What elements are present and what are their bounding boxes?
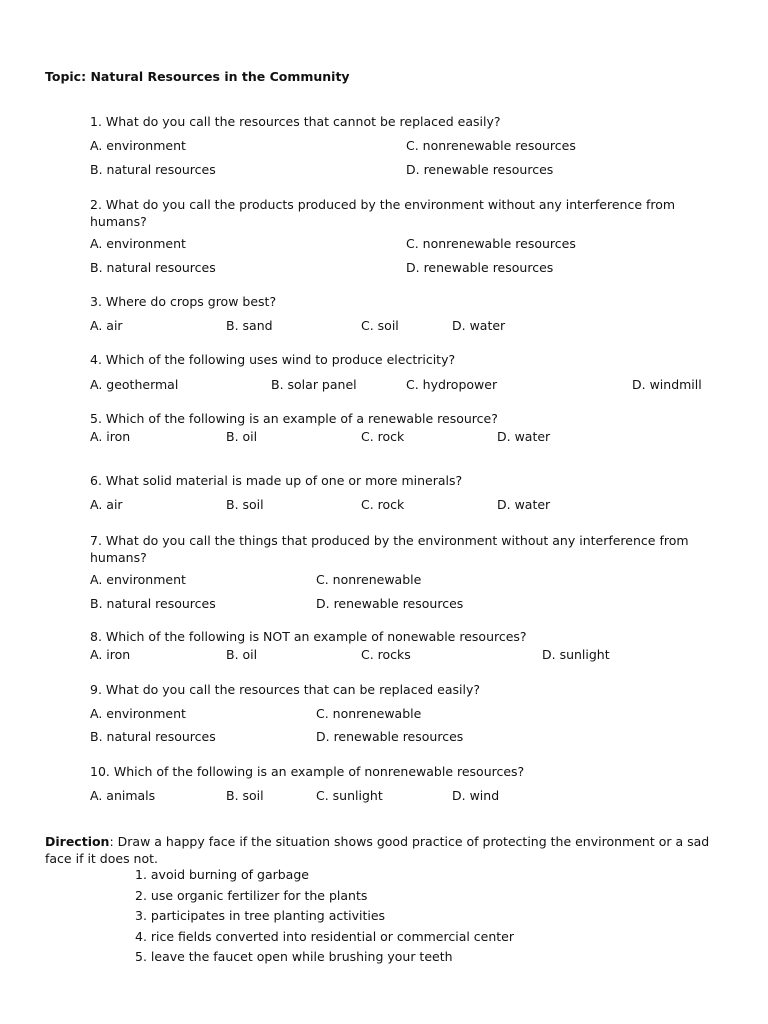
option: C. nonrenewable resources [406,236,576,251]
option: C. rock [361,429,405,444]
topic-heading: Topic: Natural Resources in the Community [45,69,350,84]
option: B. natural resources [90,260,216,275]
question-text: 7. What do you call the things that produced by the environment without any interference from humans? [90,533,689,565]
option: B. soil [226,497,264,512]
option: B. natural resources [90,596,216,611]
option: A. animals [90,788,156,803]
question-text: 1. What do you call the resources that cannot be replaced easily? [90,114,501,129]
question-text: 4. Which of the following uses wind to produce electricity? [90,352,456,367]
option: A. environment [90,138,186,153]
option: C. soil [361,318,399,333]
option: A. environment [90,236,186,251]
option: A. air [90,318,123,333]
question-text: 8. Which of the following is NOT an example of nonewable resources? [90,629,527,644]
option: D. renewable resources [316,596,464,611]
option: B. solar panel [271,377,357,392]
option: A. iron [90,647,131,662]
option: D. windmill [632,377,702,392]
option: A. environment [90,706,186,721]
question-text: 10. Which of the following is an example of nonrenewable resources? [90,764,525,779]
option: D. renewable resources [406,260,554,275]
option: B. natural resources [90,729,216,744]
direction-item: 2. use organic fertilizer for the plants [135,888,368,903]
direction-item: 5. leave the faucet open while brushing your teeth [135,949,453,964]
option: C. hydropower [406,377,498,392]
option: A. air [90,497,123,512]
direction-label: Direction [45,834,110,849]
question-text: 9. What do you call the resources that can be replaced easily? [90,682,481,697]
direction-item: 4. rice fields converted into residential or commercial center [135,929,515,944]
option: D. renewable resources [316,729,464,744]
option: C. rocks [361,647,411,662]
direction-text: : Draw a happy face if the situation shows good practice of protecting the environment or a sad face if it does not. [45,834,710,866]
option: A. geothermal [90,377,179,392]
option: B. sand [226,318,273,333]
direction-item: 3. participates in tree planting activities [135,908,386,923]
option: A. iron [90,429,131,444]
question-text: 2. What do you call the products produced by the environment without any interference from humans? [90,197,676,229]
option: C. nonrenewable [316,706,422,721]
option: B. oil [226,647,258,662]
option: B. natural resources [90,162,216,177]
option: D. water [497,429,551,444]
option: B. oil [226,429,258,444]
direction-paragraph [45,833,735,867]
direction-item: 1. avoid burning of garbage [135,867,309,882]
option: C. sunlight [316,788,383,803]
option: D. water [497,497,551,512]
option: C. nonrenewable [316,572,422,587]
option: D. renewable resources [406,162,554,177]
question-text: 6. What solid material is made up of one or more minerals? [90,473,463,488]
question-text: 5. Which of the following is an example of a renewable resource? [90,411,498,426]
option: B. soil [226,788,264,803]
option: C. nonrenewable resources [406,138,576,153]
option: D. sunlight [542,647,610,662]
option: A. environment [90,572,186,587]
option: D. wind [452,788,500,803]
option: D. water [452,318,506,333]
option: C. rock [361,497,405,512]
question-text: 3. Where do crops grow best? [90,294,277,309]
